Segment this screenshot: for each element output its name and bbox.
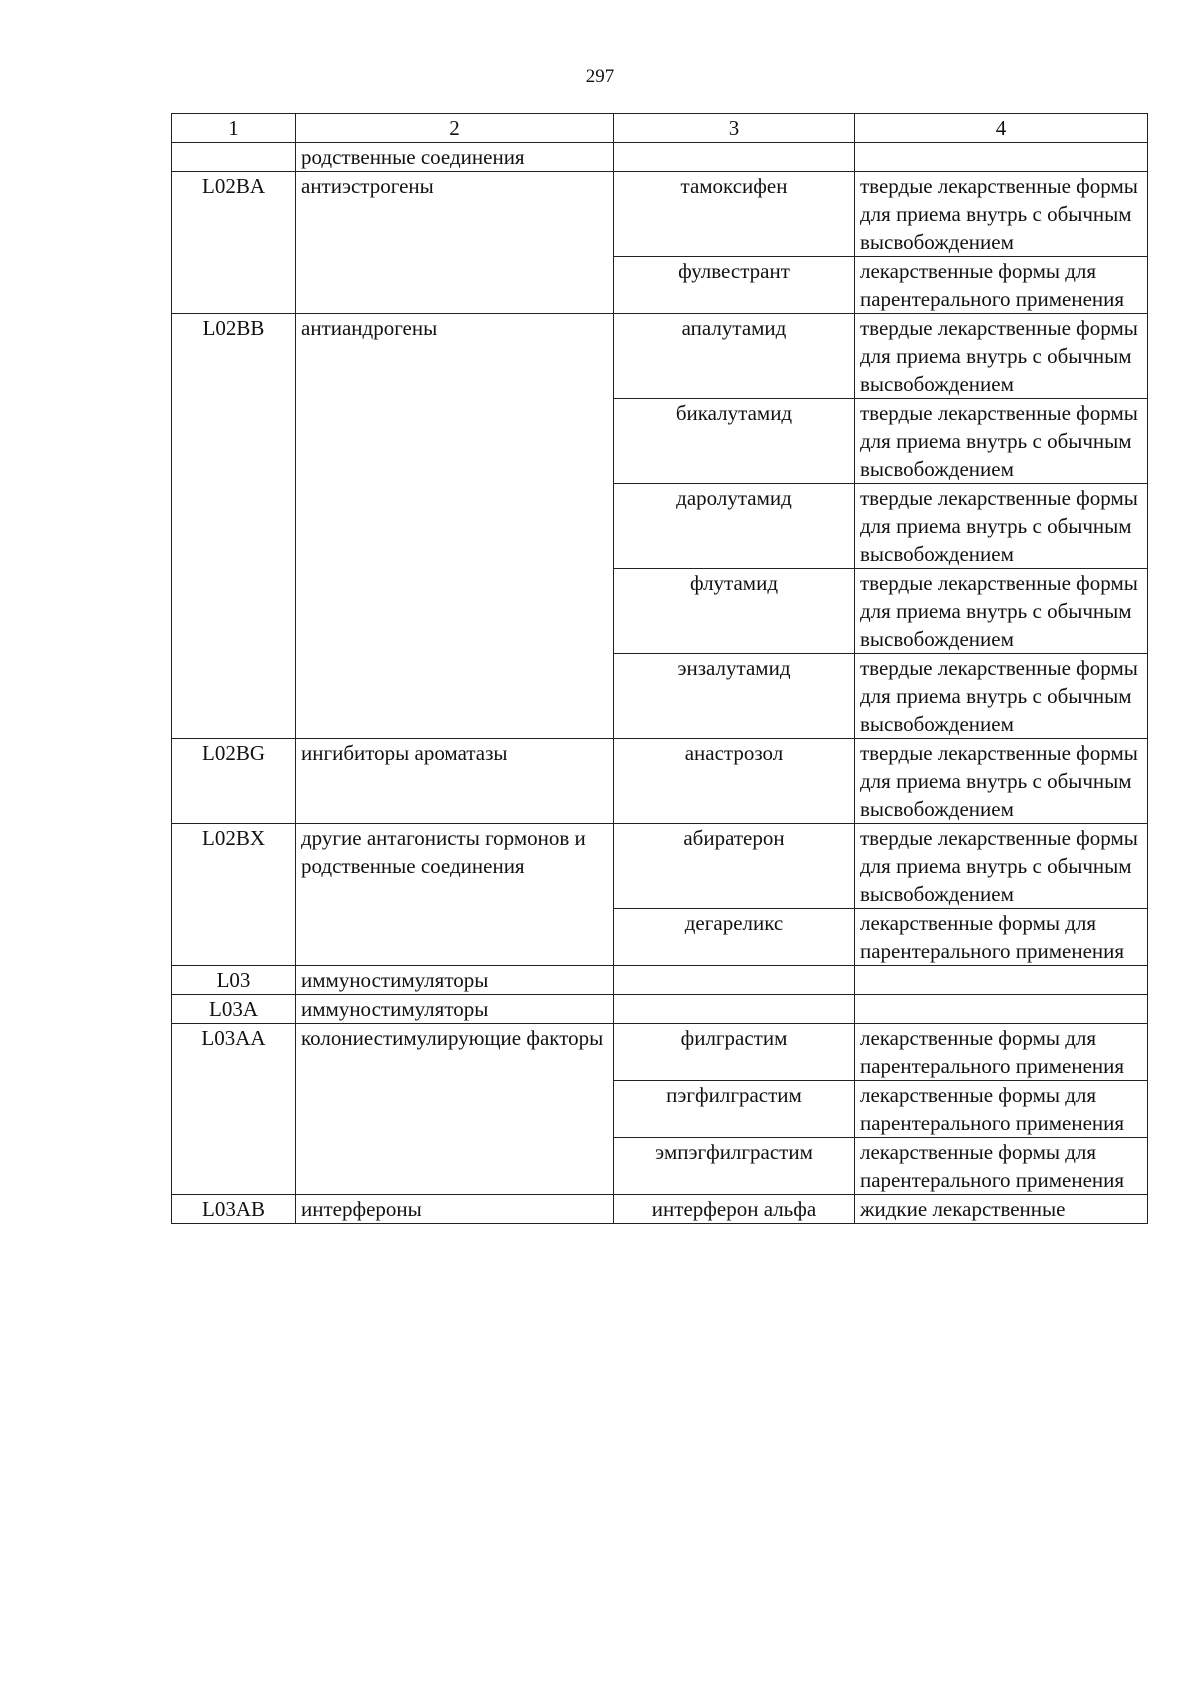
table-row	[172, 1024, 1148, 1081]
dosage-form-cell: твердые лекарственные формы для приема внутрь с обычным высвобождением	[855, 484, 1148, 569]
table-row	[172, 995, 1148, 1024]
page-number: 297	[585, 66, 615, 87]
dosage-form-cell: твердые лекарственные формы для приема внутрь с обычным высвобождением	[855, 314, 1148, 399]
drug-name-cell	[614, 995, 855, 1024]
table-row	[172, 172, 1148, 257]
atc-code-cell: L02BG	[172, 739, 296, 824]
atc-code-cell	[172, 143, 296, 172]
drug-table	[171, 113, 1148, 1224]
dosage-form-cell: жидкие лекарственные	[855, 1195, 1148, 1224]
header-cell: 4	[855, 114, 1148, 143]
table-row	[172, 966, 1148, 995]
atc-code-cell: L03AA	[172, 1024, 296, 1195]
group-name-cell: интерфероны	[296, 1195, 614, 1224]
group-name-cell: другие антагонисты гормонов и родственные соединения	[296, 824, 614, 966]
drug-name-cell: даролутамид	[614, 484, 855, 569]
atc-code-cell: L02BX	[172, 824, 296, 966]
group-name-cell: иммуностимуляторы	[296, 995, 614, 1024]
atc-code-cell: L03	[172, 966, 296, 995]
table-row	[172, 314, 1148, 399]
dosage-form-cell	[855, 995, 1148, 1024]
header-cell: 2	[296, 114, 614, 143]
atc-code-cell: L02BA	[172, 172, 296, 314]
header-cell: 3	[614, 114, 855, 143]
drug-name-cell: флутамид	[614, 569, 855, 654]
header-cell: 1	[172, 114, 296, 143]
table-header-row	[172, 114, 1148, 143]
dosage-form-cell: лекарственные формы для парентерального применения	[855, 1081, 1148, 1138]
drug-name-cell	[614, 143, 855, 172]
atc-code-cell: L03A	[172, 995, 296, 1024]
table-row	[172, 1195, 1148, 1224]
group-name-cell: антиэстрогены	[296, 172, 614, 314]
drug-name-cell: тамоксифен	[614, 172, 855, 257]
dosage-form-cell: твердые лекарственные формы для приема внутрь с обычным высвобождением	[855, 654, 1148, 739]
drug-name-cell: апалутамид	[614, 314, 855, 399]
table-row	[172, 739, 1148, 824]
dosage-form-cell: лекарственные формы для парентерального применения	[855, 909, 1148, 966]
dosage-form-cell: лекарственные формы для парентерального применения	[855, 1138, 1148, 1195]
group-name-cell: колониестимулирующие факторы	[296, 1024, 614, 1195]
dosage-form-cell: твердые лекарственные формы для приема внутрь с обычным высвобождением	[855, 172, 1148, 257]
group-name-cell: иммуностимуляторы	[296, 966, 614, 995]
atc-code-cell: L02BB	[172, 314, 296, 739]
drug-name-cell: абиратерон	[614, 824, 855, 909]
drug-name-cell: фулвестрант	[614, 257, 855, 314]
dosage-form-cell: твердые лекарственные формы для приема внутрь с обычным высвобождением	[855, 569, 1148, 654]
drug-name-cell: эмпэгфилграстим	[614, 1138, 855, 1195]
drug-name-cell	[614, 966, 855, 995]
table-row	[172, 824, 1148, 909]
drug-name-cell: дегареликс	[614, 909, 855, 966]
group-name-cell: ингибиторы ароматазы	[296, 739, 614, 824]
dosage-form-cell: твердые лекарственные формы для приема внутрь с обычным высвобождением	[855, 739, 1148, 824]
table-row	[172, 143, 1148, 172]
drug-name-cell: интерферон альфа	[614, 1195, 855, 1224]
group-name-cell: антиандрогены	[296, 314, 614, 739]
drug-name-cell: анастрозол	[614, 739, 855, 824]
group-name-cell: родственные соединения	[296, 143, 614, 172]
dosage-form-cell: твердые лекарственные формы для приема внутрь с обычным высвобождением	[855, 399, 1148, 484]
dosage-form-cell: твердые лекарственные формы для приема внутрь с обычным высвобождением	[855, 824, 1148, 909]
atc-code-cell: L03AB	[172, 1195, 296, 1224]
drug-name-cell: энзалутамид	[614, 654, 855, 739]
drug-name-cell: филграстим	[614, 1024, 855, 1081]
drug-name-cell: бикалутамид	[614, 399, 855, 484]
dosage-form-cell	[855, 966, 1148, 995]
dosage-form-cell	[855, 143, 1148, 172]
dosage-form-cell: лекарственные формы для парентерального применения	[855, 257, 1148, 314]
drug-name-cell: пэгфилграстим	[614, 1081, 855, 1138]
dosage-form-cell: лекарственные формы для парентерального применения	[855, 1024, 1148, 1081]
